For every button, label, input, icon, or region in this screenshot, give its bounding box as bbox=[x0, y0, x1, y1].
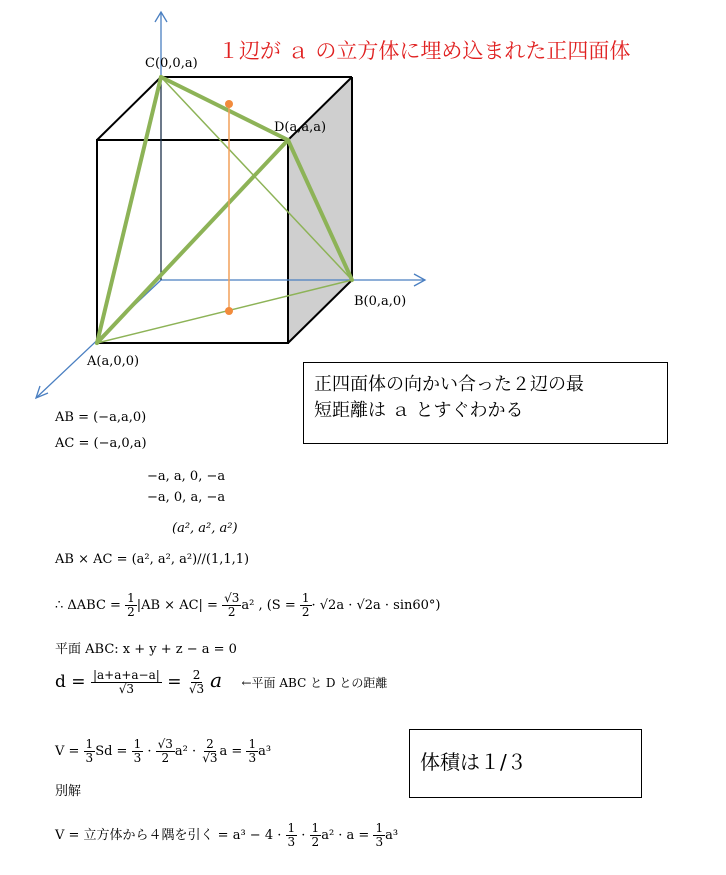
two-over-sqrt3-fraction: $\frac{2}{√3}$ bbox=[202, 737, 218, 765]
eq-area-right: a² , (S = bbox=[241, 598, 300, 613]
eq-alt-res: a³ bbox=[385, 828, 399, 843]
alt-solution-label: 別解 bbox=[55, 784, 82, 799]
eq-dist-note: ←平面 ABC と D との距離 bbox=[241, 676, 388, 690]
sqrt3-half-fraction: $\frac{√3}{2}$ bbox=[157, 737, 173, 765]
third-fraction-4: $\frac{1}{3}$ bbox=[287, 821, 296, 849]
axes bbox=[36, 12, 425, 398]
eq-row-1: −a, a, 0, −a bbox=[147, 469, 226, 484]
volume-box-text: 体積は１/３ bbox=[420, 750, 527, 774]
half-fraction-2: $\frac{1}{2}$ bbox=[301, 591, 310, 619]
eq-area-tail: · √2a · √2a · sin60°) bbox=[311, 598, 441, 613]
note-line-1: 正四面体の向かい合った２辺の最 bbox=[314, 374, 584, 395]
eq-dist-eq: = bbox=[161, 672, 187, 692]
eq-plane: 平面 ABC: x + y + z − a = 0 bbox=[55, 642, 237, 657]
eq-dist-lhs: d = bbox=[55, 672, 91, 692]
eq-alt: V = 立方体から４隅を引く = a³ − 4 · $\frac{1}{3}$ · $\frac{1}{2}$ a² · a = $\frac{1}{3}$ a³ bbox=[55, 821, 399, 849]
half-fraction-3: $\frac{1}{2}$ bbox=[311, 821, 320, 849]
half-fraction: $\frac{1}{2}$ bbox=[127, 591, 135, 619]
eq-distance bbox=[55, 668, 387, 696]
vertex-label-c: C(0,0,a) bbox=[145, 56, 198, 71]
sqrt3-over-2-fraction: $\frac{√3}{2}$ bbox=[224, 591, 240, 619]
eq-row-2: −a, 0, a, −a bbox=[147, 490, 226, 505]
note-line-2: 短距離は ａ とすぐわかる bbox=[314, 400, 524, 421]
dist-fraction: $\frac{|a+a+a-a|}{√3}$ bbox=[92, 668, 160, 696]
eq-vol-res: a³ bbox=[258, 744, 272, 759]
eq-ac: AC = (−a,0,a) bbox=[55, 436, 147, 451]
volume-box bbox=[409, 729, 642, 798]
vertex-label-a: A(a,0,0) bbox=[87, 354, 140, 369]
eq-cross: AB × AC = (a², a², a²)//(1,1,1) bbox=[55, 552, 250, 567]
eq-vol-end: a = bbox=[219, 744, 247, 759]
eq-vol-lhs: V = bbox=[55, 744, 84, 759]
third-fraction: $\frac{1}{3}$ bbox=[85, 737, 94, 765]
third-fraction-5: $\frac{1}{3}$ bbox=[375, 821, 384, 849]
eq-vol-sd: Sd = bbox=[95, 744, 132, 759]
vertex-label-b: B(0,a,0) bbox=[354, 294, 407, 309]
vertex-label-d: D(a,a,a) bbox=[274, 120, 327, 135]
dist-fraction-2: $\frac{2}{√3}$ bbox=[188, 668, 205, 696]
eq-alt-mid: a² · a = bbox=[321, 828, 374, 843]
eq-area-left: ∴ ΔABC = bbox=[55, 598, 126, 613]
eq-dist-a: a bbox=[210, 668, 223, 692]
note-box bbox=[303, 362, 668, 444]
eq-cross-vec: (a², a², a²) bbox=[172, 521, 238, 536]
eq-area-mid: |AB × AC| = bbox=[136, 598, 223, 613]
figure-title: １辺が ａ の立方体に埋め込まれた正四面体 bbox=[218, 39, 631, 63]
eq-ab: AB = (−a,a,0) bbox=[55, 410, 147, 425]
third-fraction-3: $\frac{1}{3}$ bbox=[248, 737, 257, 765]
third-fraction-2: $\frac{1}{3}$ bbox=[133, 737, 142, 765]
eq-volume: V = $\frac{1}{3}$ Sd = $\frac{1}{3}$ · $\frac{√3}{2}$ a² · $\frac{2}{√3}$ a = $\frac{1}{3}$ a³ bbox=[55, 737, 272, 765]
eq-alt-left: V = 立方体から４隅を引く = a³ − 4 · bbox=[55, 828, 286, 843]
eq-area bbox=[55, 592, 440, 619]
